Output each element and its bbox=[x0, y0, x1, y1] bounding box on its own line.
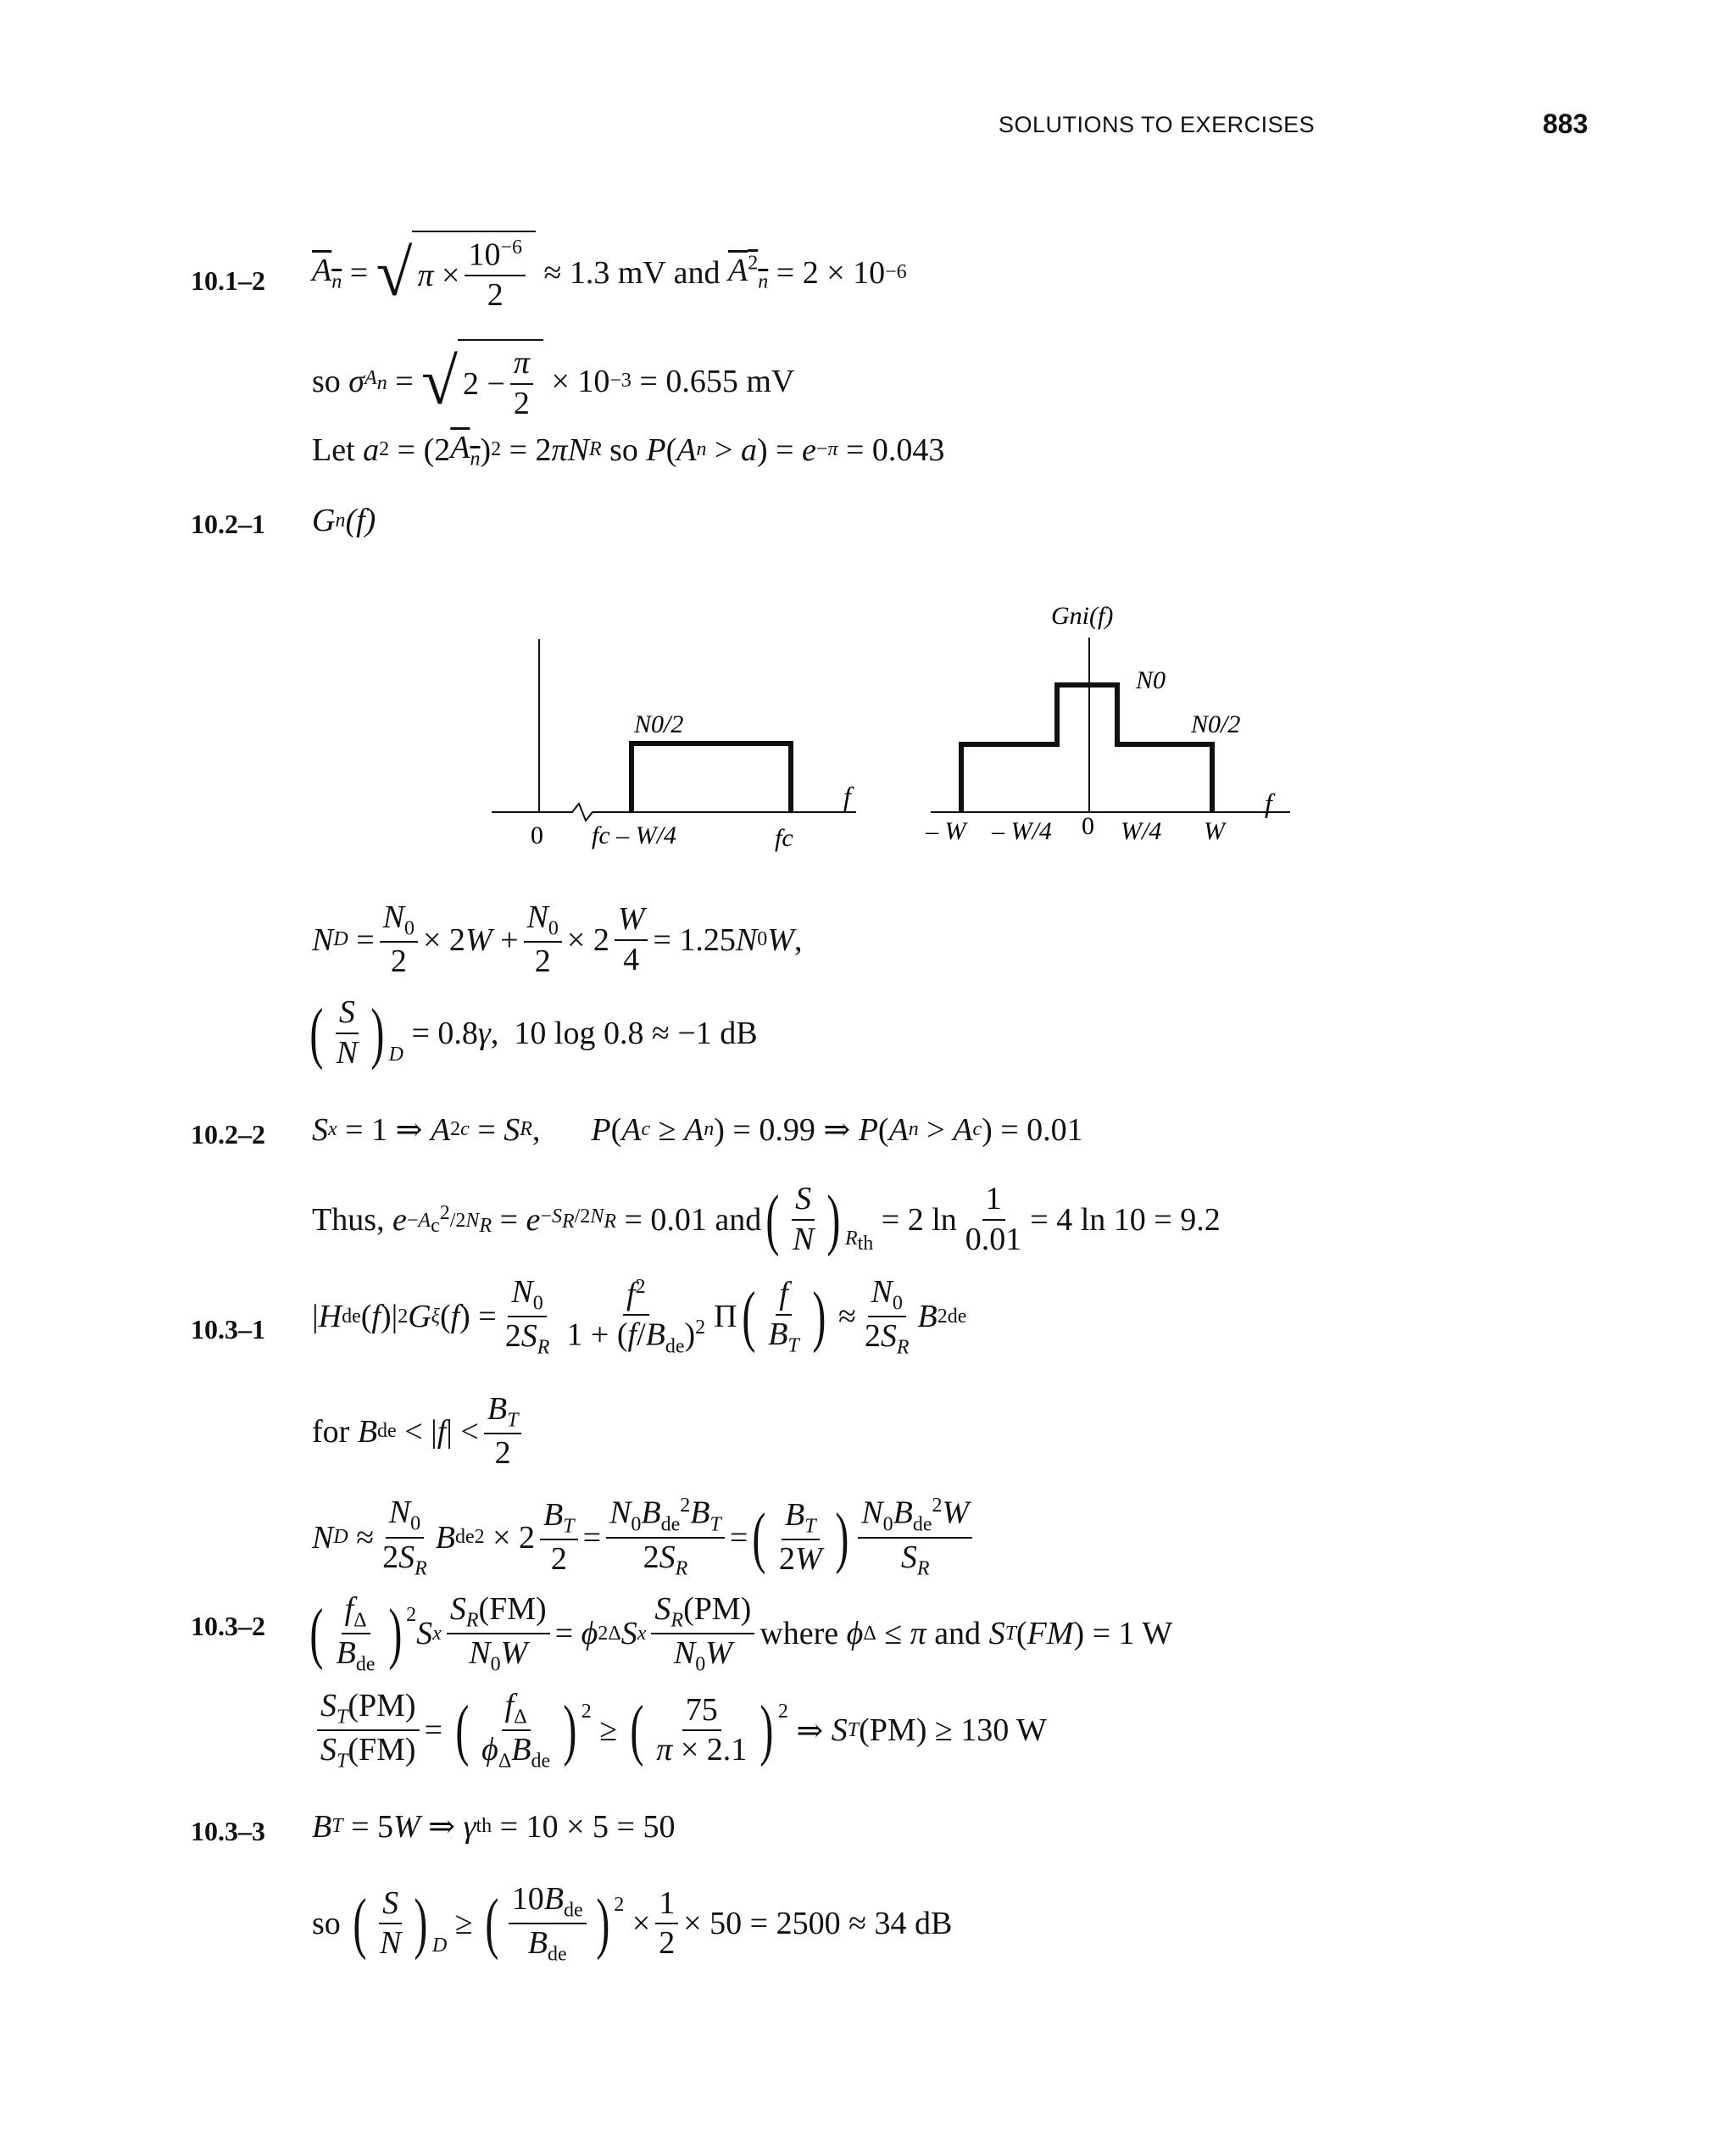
equation-snr-result: so ( $\frac{S}{N}$ ) $_D$ ≥ ( $\frac{10B_{de}}{B_{de}}$ ) $^2$ × $\frac{1}{2}$ × 50 = 2500 ≈ 34 dB bbox=[312, 1881, 953, 1966]
axis-label: f bbox=[1265, 788, 1272, 818]
equation-nd: N D = $\frac{N_0}{2}$ × 2 W + $\frac{N_0}{2}$ × 2 $\frac{W}{4}$ = 1.25 N 0 W , bbox=[312, 899, 803, 980]
equation-sigma-an: so σ $A_n$ = √ 2 − $\frac{\pi}{2}$ × 10 −3 = 0.655 mV bbox=[312, 339, 794, 423]
equation-snr-threshold: Thus, e $-A_c^2/2N_R$ = e $-S_R/2N_R$ = 0.01 and ( $\frac{S}{N}$ ) $_{R_{th}}$ = 2 ln $\frac{1}{0.01}$ = 4 ln 10 = 9.2 bbox=[312, 1181, 1221, 1257]
upper-edge-label: fc bbox=[775, 824, 793, 852]
exercise-number: 10.3–3 bbox=[191, 1816, 265, 1846]
center-level-label: N0 bbox=[1136, 666, 1166, 694]
equation-power-ratio: $\frac{S_T(PM)}{S_T(FM)}$ = ( $\frac{f_\Delta}{\phi_\Delta B_{de}}$ ) $^2$ ≥ ( $\frac{75}{\pi \times 2.1}$ ) $^2$ ⇒ S T (PM) ≥ 130 W bbox=[312, 1687, 1047, 1774]
psd-subscript: n bbox=[335, 509, 346, 532]
page-number: 883 bbox=[1543, 109, 1589, 139]
exercise-number: 10.3–1 bbox=[191, 1314, 265, 1345]
equation-deemphasis-psd: | H de ( f )| 2 G ξ ( f ) = $\frac{N_0}{2S_R}$ $\frac{f^2}{1 + (f/B_{de})^2}$ Π ( $\frac{f}{B_T}$ ) ≈ $\frac{N_0}{2S_R}$ B 2 de bbox=[312, 1274, 967, 1359]
diagram-title: Gni(f) bbox=[1051, 602, 1114, 630]
equation-fm-pm: ( $\frac{f_\Delta}{B_{de}}$ ) $^2$ S x $\frac{S_R(FM)}{N_0W}$ = ϕ 2 Δ S x $\frac{S_R(PM)}{N_0W}$ where ϕ Δ ≤ π and S T ( FM ) = 1 W bbox=[309, 1591, 1173, 1676]
exercise-number: 10.3–2 bbox=[191, 1611, 265, 1641]
exercise-number: 10.1–2 bbox=[191, 265, 265, 296]
lower-edge-label: fc – W/4 bbox=[592, 821, 676, 849]
origin-label: 0 bbox=[531, 821, 543, 849]
tick-label: – W/4 bbox=[992, 817, 1052, 845]
equation-range: for B de < | f | < $\frac{B_T}{2}$ bbox=[312, 1390, 526, 1473]
tick-label: W bbox=[1204, 817, 1225, 845]
running-header-title: SOLUTIONS TO EXERCISES bbox=[999, 112, 1316, 137]
psd-argument: (f) bbox=[345, 503, 376, 538]
level-label: N0/2 bbox=[634, 710, 684, 738]
equation-snr-d: ( $\frac{S}{N}$ ) $_D$ = 0.8 γ , 10 log 0.8 ≈ −1 dB bbox=[309, 994, 758, 1071]
axis-label: f bbox=[843, 781, 851, 811]
bandpass-psd-diagram bbox=[483, 627, 873, 865]
exercise-number: 10.2–1 bbox=[191, 509, 265, 539]
tick-label: 0 bbox=[1082, 812, 1094, 840]
psd-label bbox=[312, 502, 376, 539]
equation-threshold-prob: S x = 1 ⇒ A 2 c = S R , P ( A c ≥ A n ) = 0.99 ⇒ P ( A n > A c ) = 0.01 bbox=[312, 1111, 1083, 1148]
psd-symbol: G bbox=[312, 503, 336, 538]
tick-label: – W bbox=[926, 817, 966, 845]
equation-nd-deemphasis: N D ≈ $\frac{N_0}{2S_R}$ B de 2 × 2 $\frac{B_T}{2}$ = $\frac{N_0B_{de}^2B_T}{2S_R}$ = ( $\frac{B_T}{2W}$ ) $\frac{N_0B_{de}^2W}{S_R}$ bbox=[312, 1494, 977, 1581]
exercise-number: 10.2–2 bbox=[191, 1119, 265, 1150]
tick-label: W/4 bbox=[1121, 817, 1162, 845]
equation-an-mean: $A_n$ = √ π × $\frac{10^{-6}}{2}$ ≈ 1.3 mV and $A^2_n$ = 2 × 10 −6 bbox=[312, 231, 907, 315]
equation-let-a: Let a 2 = (2 $A_n$ ) 2 = 2 πN R so P ( A n > a ) = e −π = 0.043 bbox=[312, 430, 945, 470]
equation-bandwidth: B T = 5 W ⇒ γ th = 10 × 5 = 50 bbox=[312, 1808, 676, 1845]
side-level-label: N0/2 bbox=[1191, 710, 1241, 738]
baseband-psd-diagram bbox=[924, 593, 1305, 865]
